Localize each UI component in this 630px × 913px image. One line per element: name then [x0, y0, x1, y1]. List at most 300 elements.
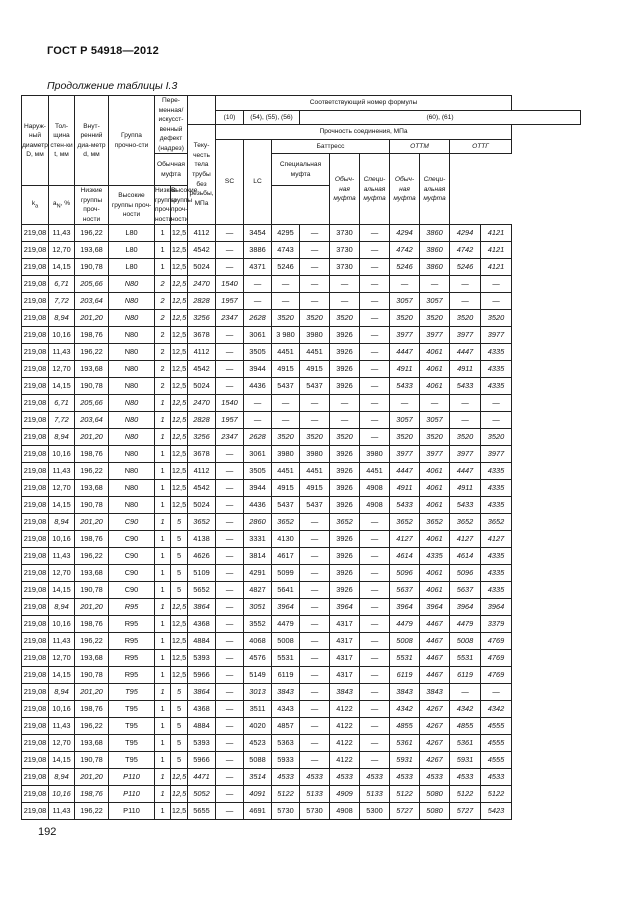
table-cell: 4908	[360, 480, 390, 497]
col-wall-thickness: Тол-щина стен-ки t, мм	[49, 96, 75, 186]
table-cell: —	[360, 616, 390, 633]
table-cell: 14,15	[49, 259, 75, 276]
table-cell: 12,5	[171, 480, 188, 497]
table-cell: 4267	[420, 735, 450, 752]
col-sc: SC	[216, 139, 244, 225]
table-cell: 3520	[450, 429, 481, 446]
table-cell: 4555	[481, 752, 512, 769]
table-cell: 4436	[244, 497, 272, 514]
formula-spacer	[188, 96, 216, 125]
table-row	[22, 259, 581, 276]
table-cell: 193,68	[75, 735, 109, 752]
table-cell: 5531	[272, 650, 300, 667]
table-cell: 196,22	[75, 633, 109, 650]
table-cell: 5024	[188, 378, 216, 395]
table-cell: 5133	[360, 786, 390, 803]
table-cell: 3520	[420, 310, 450, 327]
table-cell: 4467	[420, 633, 450, 650]
table-cell: —	[390, 276, 420, 293]
table-cell: 3454	[244, 225, 272, 242]
table-cell: 1	[155, 395, 171, 412]
table-cell: —	[360, 412, 390, 429]
table-cell: 1	[155, 667, 171, 684]
table-cell: —	[360, 429, 390, 446]
table-cell: —	[330, 276, 360, 293]
table-cell: 12,5	[171, 395, 188, 412]
table-cell: 4555	[481, 735, 512, 752]
table-cell: —	[420, 276, 450, 293]
table-cell: —	[216, 701, 244, 718]
table-cell: R95	[109, 633, 155, 650]
table-cell: 4295	[272, 225, 300, 242]
table-cell: 4909	[330, 786, 360, 803]
table-cell: 5727	[390, 803, 420, 820]
table-cell: 219,08	[22, 497, 49, 514]
table-cell: 4911	[390, 361, 420, 378]
table-cell: 4915	[272, 361, 300, 378]
col-inner-diameter: Внут-ренний диа-метр d, мм	[75, 96, 109, 186]
table-row	[22, 480, 581, 497]
table-cell: 219,08	[22, 769, 49, 786]
table-row	[22, 582, 581, 599]
table-cell: 3057	[390, 293, 420, 310]
table-cell: 5008	[272, 633, 300, 650]
table-cell: —	[300, 548, 330, 565]
table-cell: 4451	[360, 463, 390, 480]
table-cell: 4121	[481, 225, 512, 242]
table-cell: 12,5	[171, 412, 188, 429]
table-cell: 4122	[330, 752, 360, 769]
table-cell: 12,5	[171, 429, 188, 446]
table-cell: —	[272, 293, 300, 310]
table-cell: 5	[171, 548, 188, 565]
table-cell: —	[360, 735, 390, 752]
table-cell: 5133	[300, 786, 330, 803]
table-cell: 4915	[300, 361, 330, 378]
table-cell: 196,22	[75, 718, 109, 735]
table-row	[22, 769, 581, 786]
table-cell: 3520	[390, 429, 420, 446]
table-cell: 4335	[481, 548, 512, 565]
table-cell: 4317	[330, 616, 360, 633]
table-cell: 205,66	[75, 276, 109, 293]
table-cell: 3926	[330, 344, 360, 361]
table-cell: N80	[109, 429, 155, 446]
table-cell: 12,5	[171, 242, 188, 259]
col-ottg-regular: Обыч-ная муфта	[390, 154, 420, 225]
table-cell: 4335	[481, 361, 512, 378]
table-cell: 3926	[330, 327, 360, 344]
table-cell: 2628	[244, 429, 272, 446]
table-cell: —	[360, 531, 390, 548]
table-cell: 6119	[272, 667, 300, 684]
table-cell: 12,5	[171, 667, 188, 684]
table-cell: 4479	[272, 616, 300, 633]
table-cell: 14,15	[49, 497, 75, 514]
table-cell: P110	[109, 803, 155, 820]
table-body	[22, 225, 581, 820]
table-cell: —	[300, 667, 330, 684]
table-cell: 4122	[330, 701, 360, 718]
table-cell: —	[360, 599, 390, 616]
table-cell: 5122	[272, 786, 300, 803]
table-row	[22, 650, 581, 667]
table-cell: 2628	[244, 310, 272, 327]
table-cell: —	[390, 395, 420, 412]
table-cell: —	[216, 378, 244, 395]
col-yield: Теку-честь тела трубы без резьбы, МПа	[188, 125, 216, 225]
table-cell: 3505	[244, 344, 272, 361]
table-cell: 4576	[244, 650, 272, 667]
table-cell: —	[216, 667, 244, 684]
table-cell: 4138	[188, 531, 216, 548]
table-cell: 219,08	[22, 361, 49, 378]
table-cell: —	[300, 684, 330, 701]
table-cell: —	[216, 735, 244, 752]
table-cell: 1957	[216, 412, 244, 429]
col-regular-coupling: Обычная муфта	[155, 154, 188, 186]
table-cell: 4068	[244, 633, 272, 650]
table-cell: 1	[155, 735, 171, 752]
table-cell: 3926	[330, 531, 360, 548]
table-cell: —	[420, 395, 450, 412]
table-cell: 11,43	[49, 548, 75, 565]
table-cell: —	[300, 752, 330, 769]
table-cell: 3843	[390, 684, 420, 701]
table-cell: 5008	[450, 633, 481, 650]
table-cell: 4335	[481, 497, 512, 514]
table-cell: —	[450, 395, 481, 412]
table-cell: 4122	[330, 735, 360, 752]
table-cell: 12,70	[49, 735, 75, 752]
table-row	[22, 310, 581, 327]
table-cell: 4626	[188, 548, 216, 565]
table-cell: N80	[109, 327, 155, 344]
table-cell: 4827	[244, 582, 272, 599]
table-cell: 12,5	[171, 293, 188, 310]
table-cell: 219,08	[22, 718, 49, 735]
table-cell: 3964	[481, 599, 512, 616]
table-cell: 8,94	[49, 769, 75, 786]
table-cell: 193,68	[75, 650, 109, 667]
table-cell: 3977	[481, 327, 512, 344]
table-cell: C90	[109, 514, 155, 531]
table-cell: 5393	[188, 650, 216, 667]
table-cell: 196,22	[75, 344, 109, 361]
table-cell: 5024	[188, 497, 216, 514]
table-cell: 3061	[244, 446, 272, 463]
table-cell: —	[330, 412, 360, 429]
table-cell: 11,43	[49, 633, 75, 650]
table-cell: 4317	[330, 633, 360, 650]
table-cell: 219,08	[22, 412, 49, 429]
table-cell: 4335	[481, 463, 512, 480]
table-cell: 198,76	[75, 701, 109, 718]
table-cell: 4911	[450, 480, 481, 497]
table-cell: 3977	[450, 446, 481, 463]
table-cell: 193,68	[75, 242, 109, 259]
table-cell: 4467	[420, 616, 450, 633]
table-cell: 3977	[390, 327, 420, 344]
table-cell: —	[300, 718, 330, 735]
table-cell: —	[360, 378, 390, 395]
table-cell: 3652	[481, 514, 512, 531]
table-row	[22, 667, 581, 684]
col-ottg-special: Специ-альная муфта	[420, 154, 450, 225]
table-cell: 12,70	[49, 480, 75, 497]
table-cell: 5637	[450, 582, 481, 599]
table-cell: 4112	[188, 463, 216, 480]
table-cell: 4267	[420, 752, 450, 769]
table-cell: 198,76	[75, 531, 109, 548]
table-cell: 4061	[420, 361, 450, 378]
table-cell: 3926	[330, 446, 360, 463]
table-cell: —	[450, 412, 481, 429]
table-cell: —	[450, 276, 481, 293]
table-cell: 3926	[330, 361, 360, 378]
table-cell: 4127	[390, 531, 420, 548]
table-cell: 2347	[216, 310, 244, 327]
table-cell: 219,08	[22, 684, 49, 701]
table-cell: 3652	[272, 514, 300, 531]
table-cell: 4368	[188, 616, 216, 633]
col-ka: $k_a$	[22, 186, 49, 225]
table-cell: 198,76	[75, 327, 109, 344]
table-cell: 5080	[420, 786, 450, 803]
table-cell: 10,16	[49, 616, 75, 633]
table-cell: 5393	[188, 735, 216, 752]
table-cell: 12,5	[171, 276, 188, 293]
table-cell: 5437	[272, 378, 300, 395]
table-cell: N80	[109, 395, 155, 412]
table-cell: C90	[109, 565, 155, 582]
table-row	[22, 361, 581, 378]
table-cell: 219,08	[22, 735, 49, 752]
table-cell: T95	[109, 735, 155, 752]
table-cell: 5966	[188, 667, 216, 684]
table-header	[22, 96, 581, 225]
table-cell: 219,08	[22, 225, 49, 242]
table-cell: —	[300, 276, 330, 293]
table-cell: 5652	[188, 582, 216, 599]
table-cell: —	[360, 225, 390, 242]
table-cell: 196,22	[75, 463, 109, 480]
table-cell: 12,5	[171, 803, 188, 820]
table-cell: 5122	[450, 786, 481, 803]
table-cell: 5300	[360, 803, 390, 820]
table-cell: 3926	[330, 463, 360, 480]
table-cell: —	[272, 395, 300, 412]
table-cell: L80	[109, 225, 155, 242]
table-cell: 201,20	[75, 310, 109, 327]
table-cell: 3520	[330, 310, 360, 327]
table-cell: N80	[109, 446, 155, 463]
table-cell: 4742	[450, 242, 481, 259]
table-cell: 3520	[330, 429, 360, 446]
table-cell: 11,43	[49, 718, 75, 735]
table-cell: —	[216, 633, 244, 650]
table-cell: 4342	[481, 701, 512, 718]
table-cell: 1	[155, 463, 171, 480]
table-cell: 6,71	[49, 395, 75, 412]
table-cell: 5437	[300, 378, 330, 395]
table-cell: —	[360, 259, 390, 276]
table-cell: 3964	[272, 599, 300, 616]
table-cell: 6119	[390, 667, 420, 684]
table-row	[22, 599, 581, 616]
table-cell: 3256	[188, 429, 216, 446]
table-cell: 219,08	[22, 429, 49, 446]
table-row	[22, 395, 581, 412]
table-cell: R95	[109, 650, 155, 667]
table-cell: 12,5	[171, 650, 188, 667]
table-cell: 5423	[481, 803, 512, 820]
table-cell: 1	[155, 429, 171, 446]
table-cell: P110	[109, 769, 155, 786]
table-cell: 219,08	[22, 395, 49, 412]
table-cell: 4614	[390, 548, 420, 565]
table-cell: 4542	[188, 361, 216, 378]
table-cell: —	[481, 412, 512, 429]
table-cell: 3977	[390, 446, 420, 463]
table-cell: 1	[155, 769, 171, 786]
table-cell: 12,5	[171, 786, 188, 803]
table-cell: 5437	[272, 497, 300, 514]
table-cell: 7,72	[49, 412, 75, 429]
table-cell: 3331	[244, 531, 272, 548]
table-cell: —	[300, 395, 330, 412]
table-cell: 5099	[272, 565, 300, 582]
table-cell: 6119	[450, 667, 481, 684]
table-cell: 4742	[390, 242, 420, 259]
table-cell: —	[216, 786, 244, 803]
table-row	[22, 225, 581, 242]
table-cell: N80	[109, 361, 155, 378]
table-cell: R95	[109, 667, 155, 684]
table-cell: 4533	[450, 769, 481, 786]
table-cell: —	[330, 395, 360, 412]
table-cell: 1	[155, 531, 171, 548]
table-cell: —	[300, 514, 330, 531]
table-cell: —	[360, 395, 390, 412]
table-cell: —	[216, 225, 244, 242]
table-cell: —	[360, 565, 390, 582]
table-cell: N80	[109, 276, 155, 293]
table-cell: 3505	[244, 463, 272, 480]
table-cell: 5	[171, 684, 188, 701]
table-row	[22, 565, 581, 582]
table-cell: 1	[155, 599, 171, 616]
table-cell: —	[216, 769, 244, 786]
table-cell: 4769	[481, 650, 512, 667]
table-cell: 4343	[272, 701, 300, 718]
table-cell: —	[360, 684, 390, 701]
table-cell: 4542	[188, 242, 216, 259]
table-cell: 219,08	[22, 616, 49, 633]
table-cell: 4447	[390, 344, 420, 361]
table-cell: 1	[155, 225, 171, 242]
table-cell: N80	[109, 344, 155, 361]
table-cell: —	[216, 446, 244, 463]
table-cell: 1	[155, 616, 171, 633]
table-cell: 219,08	[22, 650, 49, 667]
table-cell: 5	[171, 514, 188, 531]
table-cell: 4061	[420, 378, 450, 395]
table-cell: 5122	[390, 786, 420, 803]
table-cell: 219,08	[22, 259, 49, 276]
table-cell: 4335	[481, 378, 512, 395]
table-cell: 198,76	[75, 616, 109, 633]
table-cell: 219,08	[22, 463, 49, 480]
table-cell: 5931	[390, 752, 420, 769]
table-cell: —	[216, 752, 244, 769]
table-cell: 1	[155, 752, 171, 769]
table-cell: 6,71	[49, 276, 75, 293]
table-cell: 3520	[272, 429, 300, 446]
table-cell: 3379	[481, 616, 512, 633]
table-cell: 219,08	[22, 786, 49, 803]
table-cell: 14,15	[49, 752, 75, 769]
table-cell: 3520	[300, 310, 330, 327]
col-special-coupling: Специальная муфта	[272, 154, 330, 186]
table-cell: 4127	[481, 531, 512, 548]
table-cell: 4915	[300, 480, 330, 497]
table-cell: 3520	[272, 310, 300, 327]
table-cell: 4127	[450, 531, 481, 548]
table-cell: 4061	[420, 565, 450, 582]
table-cell: 4915	[272, 480, 300, 497]
table-cell: 219,08	[22, 327, 49, 344]
table-cell: 1	[155, 684, 171, 701]
table-cell: R95	[109, 599, 155, 616]
table-cell: 5931	[450, 752, 481, 769]
table-cell: 8,94	[49, 429, 75, 446]
table-cell: 5	[171, 582, 188, 599]
table-cell: —	[481, 395, 512, 412]
table-row	[22, 514, 581, 531]
table-cell: —	[360, 361, 390, 378]
table-cell: 4479	[390, 616, 420, 633]
table-cell: 4542	[188, 480, 216, 497]
table-cell: —	[216, 582, 244, 599]
table-cell: 5433	[390, 378, 420, 395]
table-cell: 196,22	[75, 803, 109, 820]
table-cell: 190,78	[75, 378, 109, 395]
table-cell: 3977	[420, 327, 450, 344]
table-cell: 4317	[330, 650, 360, 667]
table-cell: 3964	[420, 599, 450, 616]
table-cell: 4533	[330, 769, 360, 786]
table-cell: —	[216, 497, 244, 514]
table-cell: 4523	[244, 735, 272, 752]
table-cell: 3980	[300, 446, 330, 463]
table-cell: 5	[171, 752, 188, 769]
table-cell: 1	[155, 701, 171, 718]
table-cell: 196,22	[75, 548, 109, 565]
table-cell: 201,20	[75, 684, 109, 701]
table-cell: 1	[155, 650, 171, 667]
table-cell: 3061	[244, 327, 272, 344]
table-cell: —	[216, 718, 244, 735]
table-cell: N80	[109, 412, 155, 429]
table-cell: 3520	[420, 429, 450, 446]
table-row	[22, 752, 581, 769]
table-cell: 219,08	[22, 633, 49, 650]
table-cell: C90	[109, 531, 155, 548]
table-cell: 190,78	[75, 497, 109, 514]
table-cell: 4061	[420, 531, 450, 548]
table-cell: 5361	[390, 735, 420, 752]
